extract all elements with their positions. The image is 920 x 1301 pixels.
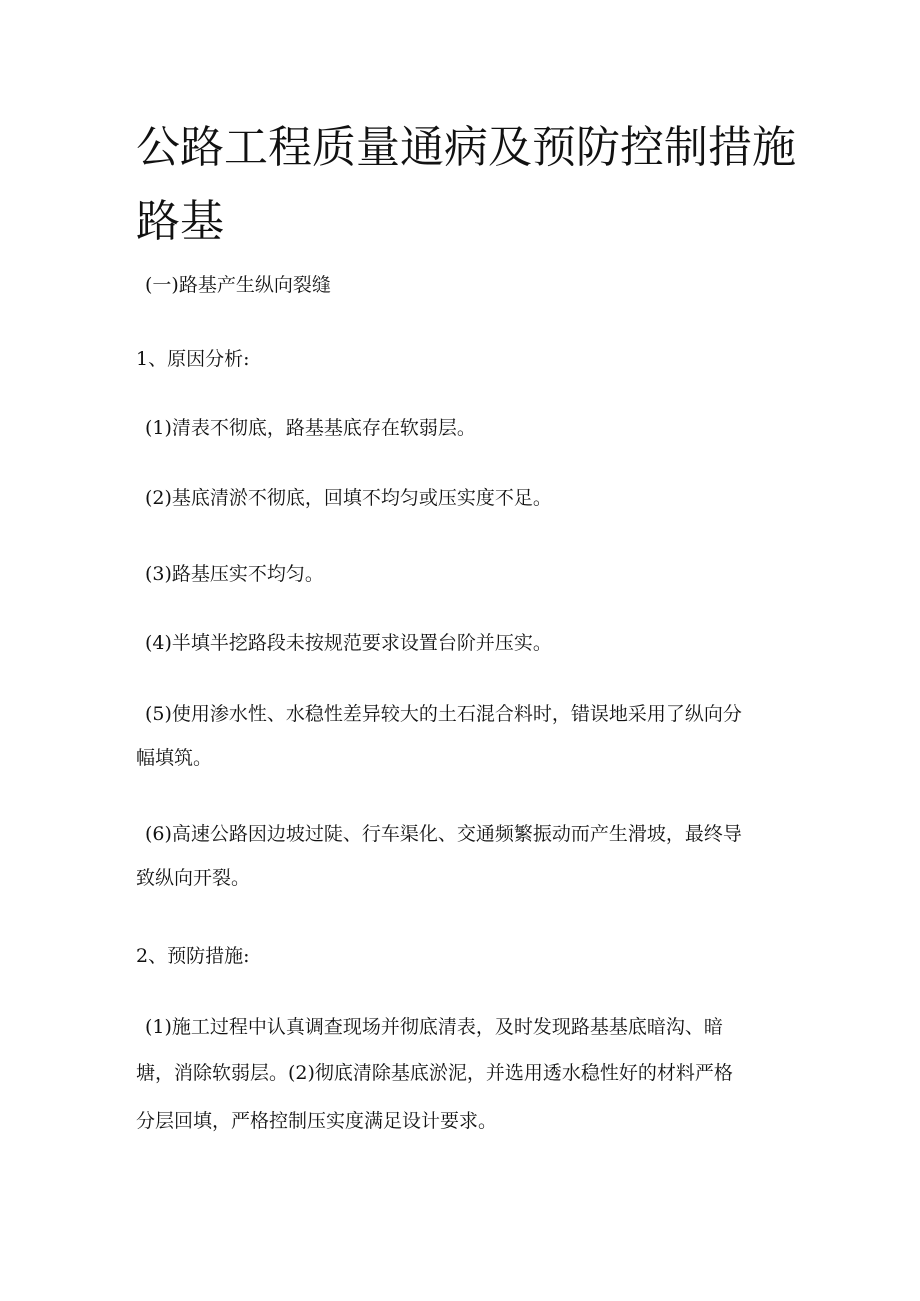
cause-item-6-line1: (6)高速公路因边坡过陡、行车渠化、交通频繁振动而产生滑坡，最终导 [145,823,742,845]
cause-item-1: (1)清表不彻底，路基基底存在软弱层。 [145,417,476,439]
cause-item-3: (3)路基压实不均匀。 [145,563,324,585]
cause-heading: 1、原因分析: [136,348,250,370]
prevention-line-1: (1)施工过程中认真调查现场并彻底清表，及时发现路基基底暗沟、暗 [145,1016,723,1038]
cause-item-5-line2: 幅填筑。 [136,747,213,769]
prevention-heading: 2、预防措施: [136,945,250,967]
document-title: 公路工程质量通病及预防控制措施 [136,122,796,173]
cause-item-6-line2: 致纵向开裂。 [136,867,251,889]
cause-item-4: (4)半填半挖路段未按规范要求设置台阶并压实。 [145,632,552,654]
cause-item-5-line1: (5)使用渗水性、水稳性差异较大的土石混合料时，错误地采用了纵向分 [145,703,742,725]
prevention-line-2: 塘，消除软弱层。(2)彻底清除基底淤泥，并选用透水稳性好的材料严格 [136,1062,733,1084]
prevention-line-3: 分层回填，严格控制压实度满足设计要求。 [136,1110,498,1132]
section-title: 路基 [136,196,224,247]
subsection-heading: (一)路基产生纵向裂缝 [145,274,331,296]
cause-item-2: (2)基底清淤不彻底，回填不均匀或压实度不足。 [145,487,552,509]
